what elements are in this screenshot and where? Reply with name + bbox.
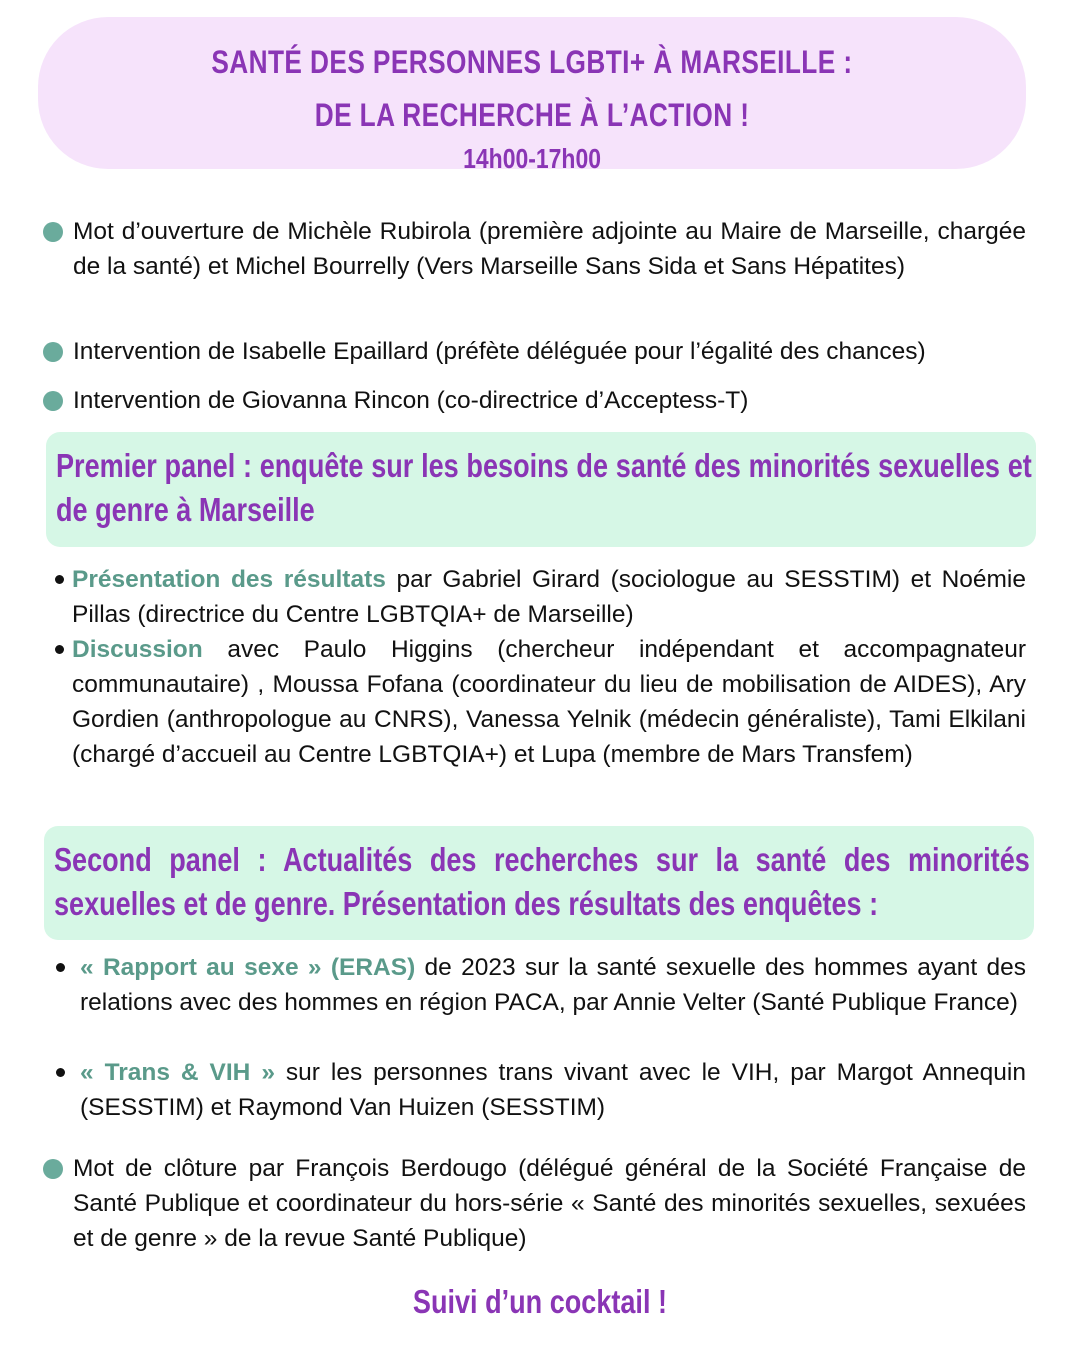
footer-cocktail: Suivi d’un cocktail ! <box>412 1283 668 1320</box>
panel1-item-presentation <box>72 562 1026 632</box>
item-highlight: « Rapport au sexe » (ERAS) <box>80 954 416 981</box>
bullet-dot-icon <box>43 391 63 411</box>
panel2-item-trans-vih <box>80 1055 1026 1125</box>
item-highlight: Présentation des résultats <box>72 566 386 593</box>
panel2-item-eras <box>80 950 1026 1020</box>
closing-item: Mot de clôture par François Berdougo (délégué général de la Société Française de Santé Publique et coordinateur du hors-série « Santé des minorités sexuelles, sexuées et de genre » de la revue Santé Publique) <box>73 1155 1026 1252</box>
item-text: de 2023 sur la santé sexuelle des hommes ayant des relations avec des hommes en région PACA, par Annie Velter (Santé Publique France) <box>80 954 1026 1016</box>
title-banner <box>38 17 1026 174</box>
item-text: par Gabriel Girard (sociologue au SESSTIM) et Noémie Pillas (directrice du Centre LGBTQIA+ de Marseille) <box>72 566 1027 628</box>
bullet-icon <box>56 963 65 972</box>
bullet-icon <box>56 1068 65 1077</box>
intro-item-epaillard: Intervention de Isabelle Epaillard (préfète déléguée pour l’égalité des chances) <box>73 338 926 365</box>
item-highlight: « Trans & VIH » <box>80 1059 275 1086</box>
bullet-dot-icon <box>43 342 63 362</box>
intro-item-rincon: Intervention de Giovanna Rincon (co-directrice d’Acceptess-T) <box>73 387 749 414</box>
event-time: 14h00-17h00 <box>463 143 601 174</box>
item-text: sur les personnes trans vivant avec le VIH, par Margot Annequin (SESSTIM) et Raymond Van Huizen (SESSTIM) <box>80 1059 1026 1121</box>
panel1-heading-box <box>46 432 1036 547</box>
panel1-heading: Premier panel : enquête sur les besoins de santé des minorités sexuelles et de genre à Marseille <box>56 447 1032 528</box>
bullet-icon <box>55 645 64 654</box>
event-title-line1: SANTÉ DES PERSONNES LGBTI+ À MARSEILLE : <box>211 44 853 80</box>
event-title-line2: DE LA RECHERCHE À L’ACTION ! <box>314 97 750 133</box>
intro-item-opening: Mot d’ouverture de Michèle Rubirola (première adjointe au Maire de Marseille, chargée de la santé) et Michel Bourrelly (Vers Marseille Sans Sida et Sans Hépatites) <box>73 218 1026 280</box>
bullet-dot-icon <box>43 222 63 242</box>
panel1-item-discussion <box>72 632 1026 772</box>
panel2-heading-box <box>44 826 1034 940</box>
bullet-dot-icon <box>43 1159 63 1179</box>
item-highlight: Discussion <box>72 636 203 663</box>
panel2-heading: Second panel : Actualités des recherches sur la santé des minorités sexuelles et de genre. Présentation des résultats des enquêtes : <box>54 841 1030 922</box>
bullet-icon <box>55 575 64 584</box>
item-text: avec Paulo Higgins (chercheur indépendant et accompagnateur communautaire) , Moussa Fofana (coordinateur du lieu de mobilisation de AIDES), Ary Gordien (anthropologue au CNRS), Vanessa Yelnik (médecin généraliste), Tami Elkilani (chargé d’accueil au Centre LGBTQIA+) et Lupa (membre de Mars Transfem) <box>72 636 1026 768</box>
